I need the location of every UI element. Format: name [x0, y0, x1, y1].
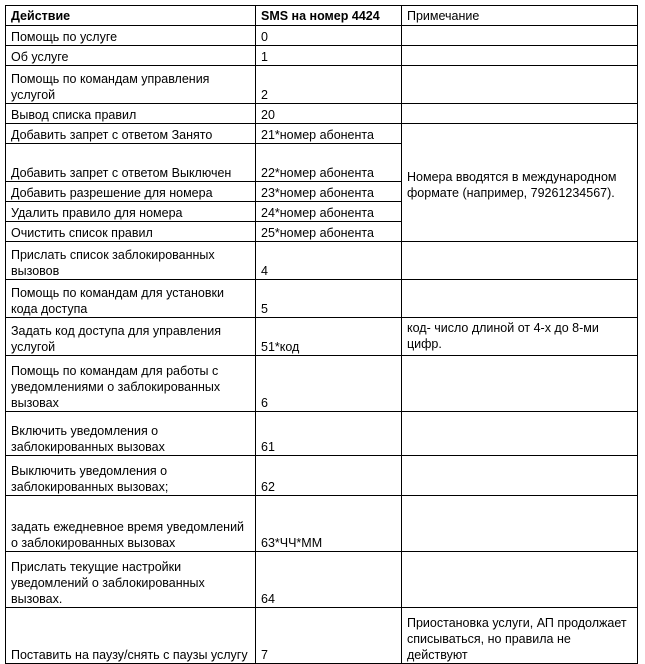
code-cell: 23*номер абонента	[256, 182, 402, 202]
code-cell: 21*номер абонента	[256, 124, 402, 144]
action-cell: Помощь по командам управления услугой	[6, 66, 256, 104]
table-row	[6, 66, 638, 104]
action-cell: Выключить уведомления о заблокированных вызовах;	[6, 456, 256, 496]
action-cell: Помощь по командам для работы с уведомлениями о заблокированных вызовах	[6, 356, 256, 412]
action-cell: Очистить список правил	[6, 222, 256, 242]
table-row	[6, 412, 638, 456]
merged-note-cell: Номера вводятся в международном формате (например, 79261234567).	[402, 124, 638, 242]
code-cell: 51*код	[256, 318, 402, 356]
code-cell: 61	[256, 412, 402, 456]
code-cell: 1	[256, 46, 402, 66]
header-row	[6, 6, 638, 26]
code-cell: 4	[256, 242, 402, 280]
action-cell: Добавить запрет с ответом Выключен	[6, 144, 256, 182]
code-cell: 25*номер абонента	[256, 222, 402, 242]
note-cell	[402, 104, 638, 124]
table-row	[6, 552, 638, 608]
note-cell	[402, 242, 638, 280]
action-cell: Удалить правило для номера	[6, 202, 256, 222]
code-cell: 6	[256, 356, 402, 412]
action-cell: Помощь по командам для установки кода доступа	[6, 280, 256, 318]
note-cell	[402, 26, 638, 46]
note-cell	[402, 356, 638, 412]
action-cell: Добавить запрет с ответом Занято	[6, 124, 256, 144]
table-row	[6, 26, 638, 46]
table-row	[6, 104, 638, 124]
note-cell: Приостановка услуги, АП продолжает списываться, но правила не действуют	[402, 608, 638, 664]
table-row	[6, 608, 638, 664]
code-cell: 7	[256, 608, 402, 664]
action-cell: Вывод списка правил	[6, 104, 256, 124]
code-cell: 20	[256, 104, 402, 124]
action-cell: Включить уведомления о заблокированных вызовах	[6, 412, 256, 456]
header-note: Примечание	[402, 6, 638, 26]
header-action: Действие	[6, 6, 256, 26]
note-cell	[402, 552, 638, 608]
table-row	[6, 456, 638, 496]
table-row	[6, 280, 638, 318]
note-cell	[402, 496, 638, 552]
note-cell: код- число длиной от 4-х до 8-ми цифр.	[402, 318, 638, 356]
action-cell: Прислать список заблокированных вызовов	[6, 242, 256, 280]
action-cell: Задать код доступа для управления услугой	[6, 318, 256, 356]
table-row	[6, 356, 638, 412]
code-cell: 62	[256, 456, 402, 496]
note-cell	[402, 412, 638, 456]
note-cell	[402, 456, 638, 496]
table-row	[6, 46, 638, 66]
code-cell: 22*номер абонента	[256, 144, 402, 182]
code-cell: 0	[256, 26, 402, 46]
table-row	[6, 318, 638, 356]
note-cell	[402, 66, 638, 104]
table-row	[6, 242, 638, 280]
sms-commands-table	[5, 5, 638, 664]
code-cell: 63*ЧЧ*ММ	[256, 496, 402, 552]
action-cell: Добавить разрешение для номера	[6, 182, 256, 202]
table-row	[6, 496, 638, 552]
table-row	[6, 124, 638, 144]
action-cell: Поставить на паузу/снять с паузы услугу	[6, 608, 256, 664]
action-cell: Прислать текущие настройки уведомлений о заблокированных вызовах.	[6, 552, 256, 608]
note-cell	[402, 46, 638, 66]
header-sms: SMS на номер 4424	[256, 6, 402, 26]
note-cell	[402, 280, 638, 318]
code-cell: 64	[256, 552, 402, 608]
action-cell: задать ежедневное время уведомлений о заблокированных вызовах	[6, 496, 256, 552]
code-cell: 2	[256, 66, 402, 104]
action-cell: Об услуге	[6, 46, 256, 66]
code-cell: 24*номер абонента	[256, 202, 402, 222]
action-cell: Помощь по услуге	[6, 26, 256, 46]
code-cell: 5	[256, 280, 402, 318]
